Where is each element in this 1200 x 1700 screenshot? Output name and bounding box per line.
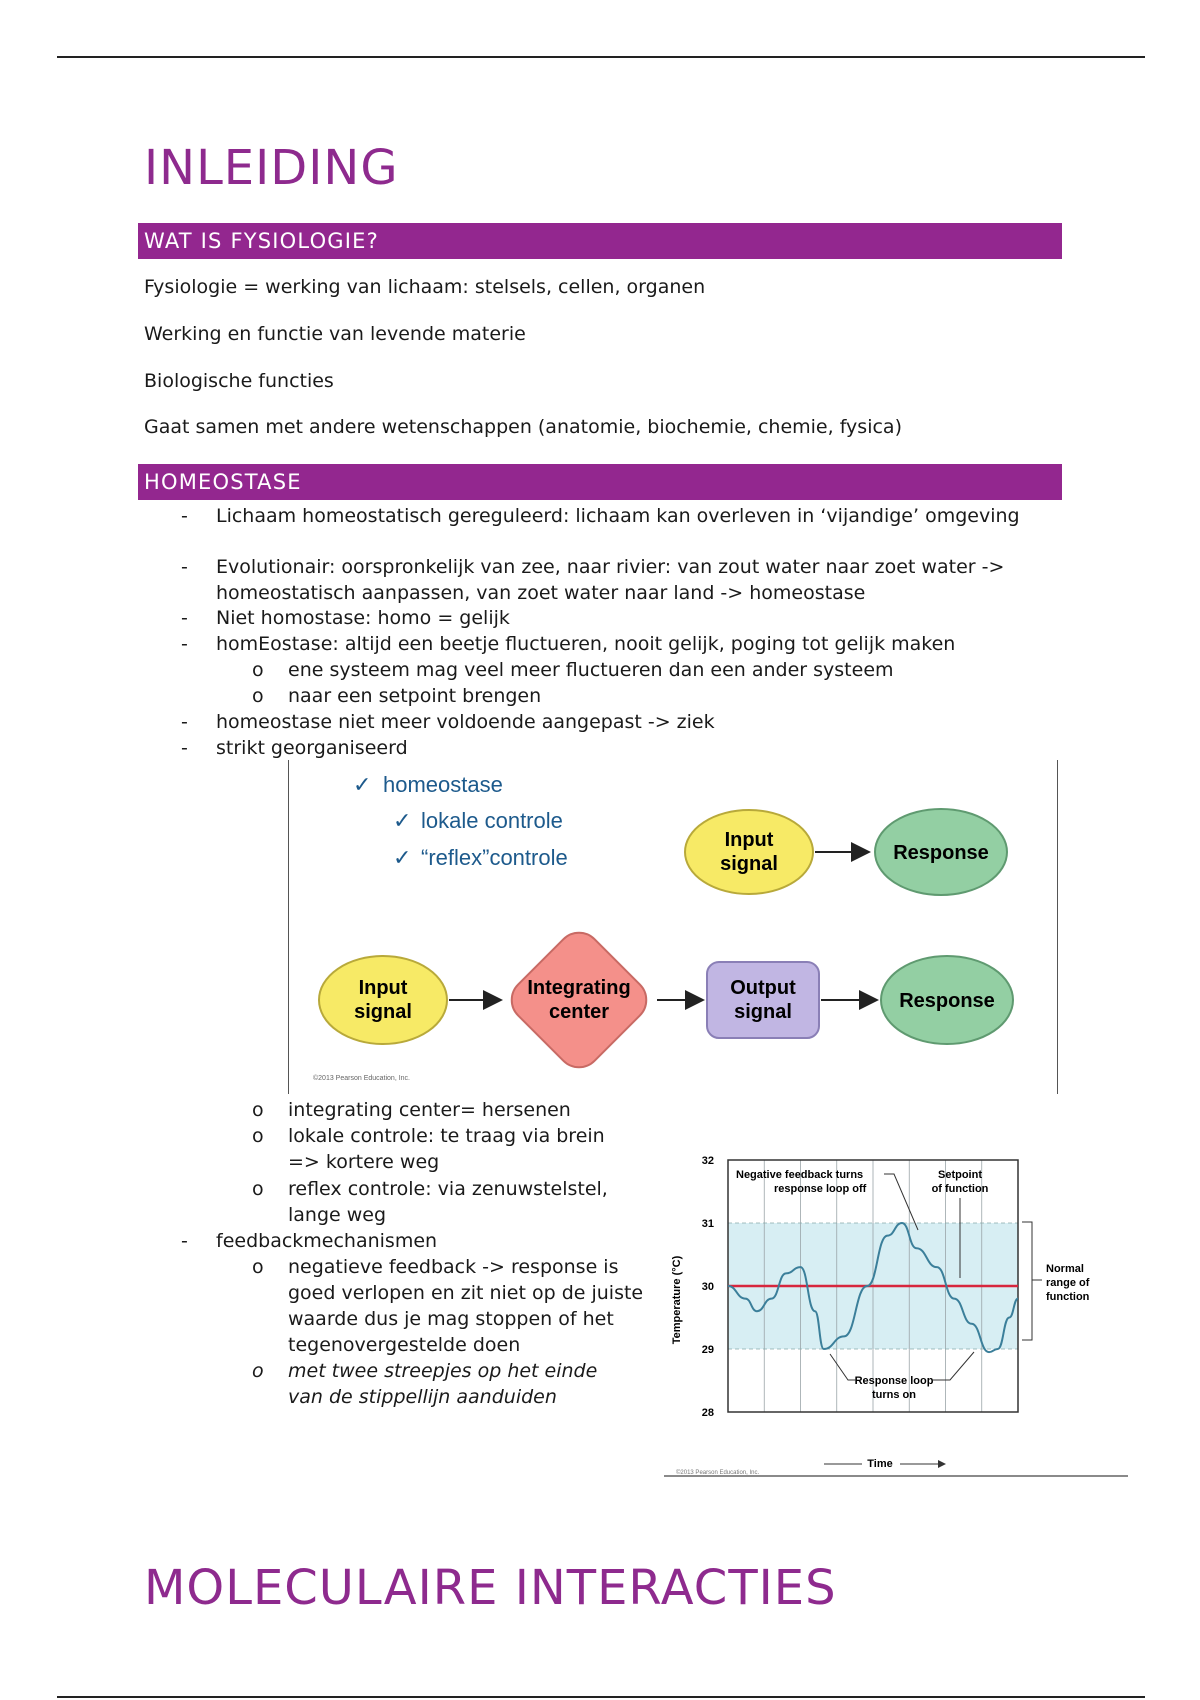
paragraph-3: Biologische functies [144,370,334,392]
response-label: Response [899,990,995,1012]
response-loop-leader-right [932,1352,974,1380]
section-header-fysiologie: WAT IS FYSIOLOGIE? [138,223,1062,259]
list-item-text: homEostase: altijd een beetje fluctueren, nooit gelijk, poging tot gelijk maken [216,633,956,655]
y-tick-label: 32 [701,1155,714,1167]
top-input-signal-node [685,810,813,894]
response-loop-annotation-1: Response loop [854,1375,934,1387]
y-axis-label: Temperature (°C) [671,1255,683,1345]
bottom-rule [57,1696,1145,1698]
y-tick-label: 28 [701,1407,714,1419]
check-icon: ✓ [393,845,412,870]
list-item-text: lokale controle: te traag via brein => kortere weg [288,1125,605,1173]
neg-feedback-leader [884,1174,918,1230]
paragraph-4: Gaat samen met andere wetenschappen (anatomie, biochemie, chemie, fysica) [144,416,902,438]
list-item-text: ene systeem mag veel meer fluctueren dan een ander systeem [288,659,894,681]
output-signal-node [707,962,819,1038]
neg-feedback-annotation-1: Negative feedback turns [736,1169,864,1181]
circle-bullet: o [252,1099,264,1121]
top-input-label-2: signal [720,853,778,875]
dash-bullet: - [181,633,188,655]
normal-annotation-3: function [1046,1291,1090,1303]
integrating-label-2: center [548,1001,610,1023]
list-item-text: Evolutionair: oorspronkelijk van zee, naar rivier: van zout water naar zoet water -> homeostatisch aanpassen, van zoet water naar land -> homeostase [216,556,1005,604]
check-icon: ✓ [353,772,372,797]
list-item-text: Lichaam homeostatisch gereguleerd: lichaam kan overleven in ‘vijandige’ omgeving [216,505,1020,527]
y-tick-label: 29 [701,1344,714,1356]
chart-copyright: ©2013 Pearson Education, Inc. [676,1470,760,1476]
paragraph-2: Werking en functie van levende materie [144,323,526,345]
dash-bullet: - [181,711,188,733]
list-item-text: reflex controle: via zenuwstelstel, lange weg [288,1178,608,1226]
feedback-chart [662,1130,1130,1480]
circle-bullet: o [252,659,264,681]
normal-annotation-2: range of [1046,1277,1090,1289]
check-icon: ✓ [393,808,412,833]
circle-bullet: o [252,1178,264,1200]
neg-feedback-annotation-2: response loop off [774,1183,867,1195]
integrating-center-node [503,924,656,1077]
top-rule [57,56,1145,58]
list-item-text: met twee streepjes op het einde van de stippellijn aanduiden [288,1360,598,1408]
response-loop-leader-left [830,1354,856,1380]
normal-range-bracket [1022,1222,1042,1340]
top-input-label-1: Input [724,829,774,851]
control-pathway-figure [288,760,1058,1094]
list-item-text: feedbackmechanismen [216,1230,438,1252]
response-loop-annotation-2: turns on [872,1389,916,1401]
integrating-label-1: Integrating [527,977,631,999]
figure-copyright: ©2013 Pearson Education, Inc. [313,1075,410,1082]
dash-bullet: - [181,556,188,578]
circle-bullet: o [252,1125,264,1147]
circle-bullet: o [252,1256,264,1278]
dash-bullet: - [181,737,188,759]
setpoint-annotation-2: of function [931,1183,989,1195]
input-label-1: Input [358,977,408,999]
normal-annotation-1: Normal [1046,1263,1084,1275]
y-tick-label: 30 [701,1281,714,1293]
setpoint-annotation-1: Setpoint [938,1169,982,1181]
dash-bullet: - [181,607,188,629]
dash-bullet: - [181,1230,188,1252]
control-pathway-svg [289,760,1057,1094]
output-label-1: Output [730,977,796,999]
list-item-text: strikt georganiseerd [216,737,408,759]
dash-bullet: - [181,505,188,527]
list-item-text: Niet homostase: homo = gelijk [216,607,510,629]
top-response-label: Response [893,842,989,864]
x-axis-label: Time [867,1458,893,1470]
list-item-text: naar een setpoint brengen [288,685,542,707]
check-reflex-controle: “reflex”controle [421,845,568,870]
list-item-text: integrating center= hersenen [288,1099,571,1121]
time-arrow-head [938,1460,946,1468]
circle-bullet: o [252,1360,264,1382]
heading-moleculaire-interacties: MOLECULAIRE INTERACTIES [144,1560,837,1616]
input-label-2: signal [354,1001,412,1023]
feedback-chart-svg [662,1130,1130,1480]
y-tick-label: 31 [701,1218,714,1230]
list-item-text: homeostase niet meer voldoende aangepast -> ziek [216,711,715,733]
heading-inleiding: INLEIDING [144,140,399,196]
paragraph-1: Fysiologie = werking van lichaam: stelsels, cellen, organen [144,276,706,298]
output-label-2: signal [734,1001,792,1023]
check-homeostase: homeostase [383,772,503,797]
list-item-text: negatieve feedback -> response is goed verlopen en zit niet op de juiste waarde dus je mag stoppen of het tegenovergestelde doen [288,1256,644,1356]
check-lokale-controle: lokale controle [421,808,563,833]
circle-bullet: o [252,685,264,707]
input-signal-node [319,956,447,1044]
section-header-homeostase: HOMEOSTASE [138,464,1062,500]
